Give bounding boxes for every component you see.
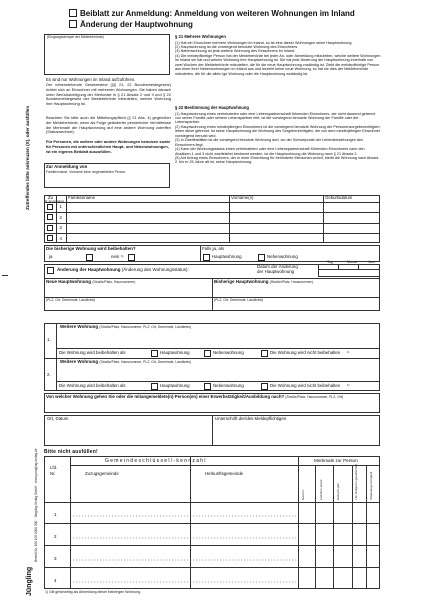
bisherige-hw-plz-label: (PLZ, Ort, Gemeinde, Landkreis) xyxy=(214,297,264,302)
merkmal-geburtsjahr: Geburts-jahr xyxy=(336,482,340,500)
weitere-wohnung-sub-1: (Straße/Platz, Hausnummer, PLZ, Ort, Gemeinde, Landkreis) xyxy=(99,324,192,329)
col-familienname: Familienname xyxy=(68,195,95,200)
work-question: Von welcher Wohnung gehen Sie oder die mitangemeldete(n) Person(en) einer Erwerbstätigkeit/Ausbildung nach? xyxy=(46,394,285,399)
weitere-wohnung-sub-2: (Straße/Platz, Hausnummer, PLZ, Ort, Gemeinde, Landkreis) xyxy=(99,359,192,364)
weitere-1-hauptwohnung-checkbox[interactable] xyxy=(151,350,158,357)
tag-label: Tag xyxy=(327,260,333,264)
merkmale-header: Merkmale zur Person xyxy=(314,458,358,463)
merkmal-geschlecht: Geschl. xyxy=(301,489,305,500)
section-21-title: § 21 Mehrere Wohnungen xyxy=(175,34,226,39)
intro-text: Es sind nur Wohnungen im Inland aufzuführen. xyxy=(46,76,136,82)
col-zu: Zu xyxy=(48,195,54,200)
person-row-number: 4 xyxy=(59,235,62,241)
col-zu-sub: Nr. der Anmeldung xyxy=(45,200,65,203)
anmeldung-sub: Familienname, Vorname einer angemeldeten Person xyxy=(46,169,126,174)
weitere-wohnung-title-2: Weitere Wohnung xyxy=(60,358,99,364)
merkmal-staatsangehoerigkeit: Staatsange-hörigkeit xyxy=(369,471,373,500)
weitere-item-number: 1. xyxy=(47,337,51,342)
publisher-brand: Jüngling xyxy=(26,566,33,596)
weitere-2-footnote-ref: 1) xyxy=(347,382,350,387)
person-row-number: 2 xyxy=(59,214,62,220)
col-lfd: Lfd. xyxy=(50,465,58,470)
form-subtitle: Änderung der Hauptwohnung xyxy=(80,19,193,29)
anmeldung-label: Zur Anmeldung von xyxy=(46,164,88,169)
gemeinde-header: Gemeindeschlüssel/-kennzahl xyxy=(105,458,207,464)
publisher-details: Bestell-Nr. 100 109 1000 000 · Jüngling-Verlag GmbH · www.juengling-verlag.de xyxy=(34,448,38,562)
neue-hw-plz-label: (PLZ, Ort, Gemeinde, Landkreis) xyxy=(46,297,96,302)
neue-hw-sub: (Straße/Platz, Hausnummer) xyxy=(92,280,136,284)
herkunftsgemeinde-label: Herkunftsgemeinde xyxy=(205,471,244,476)
beiblatt-checkbox[interactable] xyxy=(69,9,77,17)
weitere-wohnung-title-1: Weitere Wohnung xyxy=(60,323,99,329)
falls-ja-hauptwohnung-label: Hauptwohnung xyxy=(212,254,242,259)
datum-label-2: der Hauptwohnung xyxy=(257,268,295,274)
sidebar-instruction: Zutreffendes bitte ankreuzen (X), oder ausfüllen xyxy=(25,105,30,210)
person-checkbox[interactable] xyxy=(47,204,53,210)
fold-mark xyxy=(2,275,8,276)
merkmal-familienstand: Familien-stand xyxy=(319,479,323,500)
office-row-number: 2 xyxy=(54,534,57,539)
merkmal-religion: Lfd. Religions-gesellschaft xyxy=(354,463,358,500)
datum-input[interactable] xyxy=(318,269,380,277)
col-vorname: Vorname(n) xyxy=(231,195,254,200)
office-row-number: 3 xyxy=(54,556,57,561)
stamp-box xyxy=(44,34,170,75)
weitere-2-hauptwohnung-checkbox[interactable] xyxy=(151,383,158,390)
bisherige-hw-sub: (Straße/Platz, Hausnummer) xyxy=(269,280,313,284)
work-question-sub: (Straße/Platz, Hausnummer, PLZ, Ort) xyxy=(285,395,344,399)
footnote: 1) Gilt gleichzeitig als Abmeldung dieser bisherigen Wohnung. xyxy=(45,590,142,594)
nein-label: nein xyxy=(111,254,120,259)
ort-datum-label[interactable]: Ort, Datum xyxy=(47,416,69,421)
monat-label: Monat xyxy=(347,260,357,264)
falls-ja-hauptwohnung-checkbox[interactable] xyxy=(203,254,210,261)
bisherige-hw-label: Bisherige Hauptwohnung xyxy=(214,279,269,284)
form-title: Beiblatt zur Anmeldung: Anmeldung von weiteren Wohnungen im Inland xyxy=(80,8,355,18)
office-row-number: 1 xyxy=(54,512,57,517)
nein-checkbox[interactable] xyxy=(128,254,135,261)
weitere-1-nicht-beibehalten-checkbox[interactable] xyxy=(261,350,268,357)
weitere-2-nebenwohnung-label: Nebenwohnung xyxy=(213,383,244,388)
ja-checkbox[interactable] xyxy=(86,254,93,261)
office-table-ticks xyxy=(70,456,380,589)
bisherige-question: Die bisherige Wohnung wird beibehalten? xyxy=(46,245,136,251)
weitere-1-nebenwohnung-checkbox[interactable] xyxy=(204,350,211,357)
neue-hw-label: Neue Hauptwohnung xyxy=(46,279,91,284)
beibehalten-als-label: Die Wohnung wird beibehalten als xyxy=(59,350,126,355)
weitere-1-nicht-beibehalten-label: Die Wohnung wird nicht beibehalten xyxy=(270,350,341,355)
weitere-item-number: 2. xyxy=(47,372,51,377)
person-checkbox[interactable] xyxy=(47,235,53,241)
office-notice: Bitte nicht ausfüllen! xyxy=(44,449,98,455)
datum-label-1: Datum der Änderung xyxy=(257,263,298,269)
aenderung-label: Änderung der Hauptwohnung xyxy=(57,267,121,272)
falls-ja-label: Falls ja, als xyxy=(202,245,224,251)
section-22-body: (1) Hauptwohnung eines verheirateten oder eine Lebenspartnerschaft führenden Einwohners, der nicht dauernd getrennt von seiner Familie oder seinem Lebenspartner lebt, ist die vorwiegend benutzte Wohnung der Familie oder der Lebenspartner. (2) Hauptwohnung eines minderjährigen Einwohners ist die vorwiegend benutzte Wohnung der Personensorgeberechtigten; leben diese getrennt, ist seine Hauptwohnung die Wohnung des Sorgeberechtigten, die von dem minderjährigen Einwohner vorwiegend benutzt wird. (3) In Zweifelsfällen ist die vorwiegend benutzte Wohnung dort, wo der Schwerpunkt der Lebensbeziehungen des Einwohners liegt. (4) Kann der Wohnungsstatus eines verheirateten oder eine Lebenspartnerschaft führenden Einwohners nach den Absätzen 1 und 3 nicht zweifelsfrei bestimmt werden, ist die Hauptwohnung die Wohnung nach § 21 Absatz 2. (5) Auf Antrag eines Einwohners, der in einer Einrichtung für behinderte Menschen wohnt, bleibt die Wohnung nach Absatz 2, bis er 25 Jahre alt ist, seine Hauptwohnung. xyxy=(175,111,381,165)
info-paragraph-3: Für Personen, die weitere oder andere Wohnungen benutzen sowie für Personen mit unterschiedlichen Haupt- und Nebenwohnungen, ist ein eigenes Beiblatt auszufüllen. xyxy=(46,139,171,154)
person-row-number: 1 xyxy=(59,204,62,209)
section-22-title: § 22 Bestimmung der Hauptwohnung xyxy=(175,105,249,110)
office-row-number: 4 xyxy=(54,578,57,583)
unterschrift-label[interactable]: Unterschrift der/des Meldepflichtigen xyxy=(215,416,287,421)
info-paragraph-1: Der nebenstehende Gesetzestext (§§ 21, 22 Bundesmeldegesetz) richtet sich an Einwohner mit mehreren Wohnungen. Sie haben danach unter Berücksichtigung der Merkmale in § 21 Absatz 2 und 3 und § 22 Bundesmeldegesetz der Meldebehörde mitzuteilen, welche Wohnung ihre Hauptwohnung ist. xyxy=(46,82,171,106)
ja-label: ja xyxy=(49,254,53,259)
weitere-1-footnote-ref: 1) xyxy=(347,349,350,354)
section-21-body: (1) Hat ein Einwohner mehrere Wohnungen im Inland, so ist eine dieser Wohnungen seine Hauptwohnung. (2) Hauptwohnung ist die vorwiegend benutzte Wohnung des Einwohners. (3) Nebenwohnung ist jede weitere Wohnung des Einwohners im Inland. (4) Die meldepflichtige Person hat der Meldebehörde bei jeder An- oder Abmeldung mitzuteilen, welche weitere Wohnungen im Inland sie hat und welche Wohnung ihre Hauptwohnung ist. Sie hat jede Änderung der Hauptwohnung innerhalb von zwei Wochen der Meldebehörde mitzuteilen, die für die neue Hauptwohnung zuständig ist. Zieht die meldepflichtige Person aus einer ihrer Nebenwohnungen im Inland aus und bezieht keine neue Wohnung, so hat sie dies der Meldebehörde mitzuteilen, die für die allein ige Wohnung oder die Hauptwohnung zuständig ist. xyxy=(175,40,381,76)
weitere-2-nebenwohnung-checkbox[interactable] xyxy=(204,383,211,390)
info-paragraph-2: Beachten Sie bitte auch die Mitteilungspflicht (§ 21 Abs. 4) gegenüber der Meldebehörde, wenn als Folge geänderter persönlicher Verhältnisse die Merkmale der Hauptwohnung auf eine andere Wohnung zutreffen (Statuswechsel). xyxy=(46,115,171,135)
weitere-2-hauptwohnung-label: Hauptwohnung xyxy=(160,383,190,388)
weitere-2-nicht-beibehalten-checkbox[interactable] xyxy=(261,383,268,390)
weitere-2-nicht-beibehalten-label: Die Wohnung wird nicht beibehalten xyxy=(270,383,341,388)
aenderung-sub: (Änderung des Wohnungsstatus): xyxy=(121,267,189,272)
jahr-label: Jahr xyxy=(368,260,375,264)
person-checkbox[interactable] xyxy=(47,225,53,231)
person-row-number: 3 xyxy=(59,225,62,230)
nein-footnote-ref: 1) xyxy=(121,253,124,258)
weitere-1-hauptwohnung-label: Hauptwohnung xyxy=(160,350,190,355)
weitere-1-nebenwohnung-label: Nebenwohnung xyxy=(213,350,244,355)
person-checkbox[interactable] xyxy=(47,214,53,220)
falls-ja-nebenwohnung-checkbox[interactable] xyxy=(258,254,265,261)
aenderung-checkbox[interactable] xyxy=(69,20,77,28)
falls-ja-nebenwohnung-label: Nebenwohnung xyxy=(267,254,298,259)
col-nr: Nr. xyxy=(50,471,56,476)
zuzugsgemeinde-label: Zuzugsgemeinde xyxy=(85,471,119,476)
beibehalten-als-label: Die Wohnung wird beibehalten als xyxy=(59,383,126,388)
stamp-label: (Eingangsstempel der Meldebehörde) xyxy=(47,35,104,39)
col-geburtsdatum: Geburtsdatum xyxy=(325,195,353,200)
aenderung-hauptwohnung-checkbox[interactable] xyxy=(47,267,54,274)
